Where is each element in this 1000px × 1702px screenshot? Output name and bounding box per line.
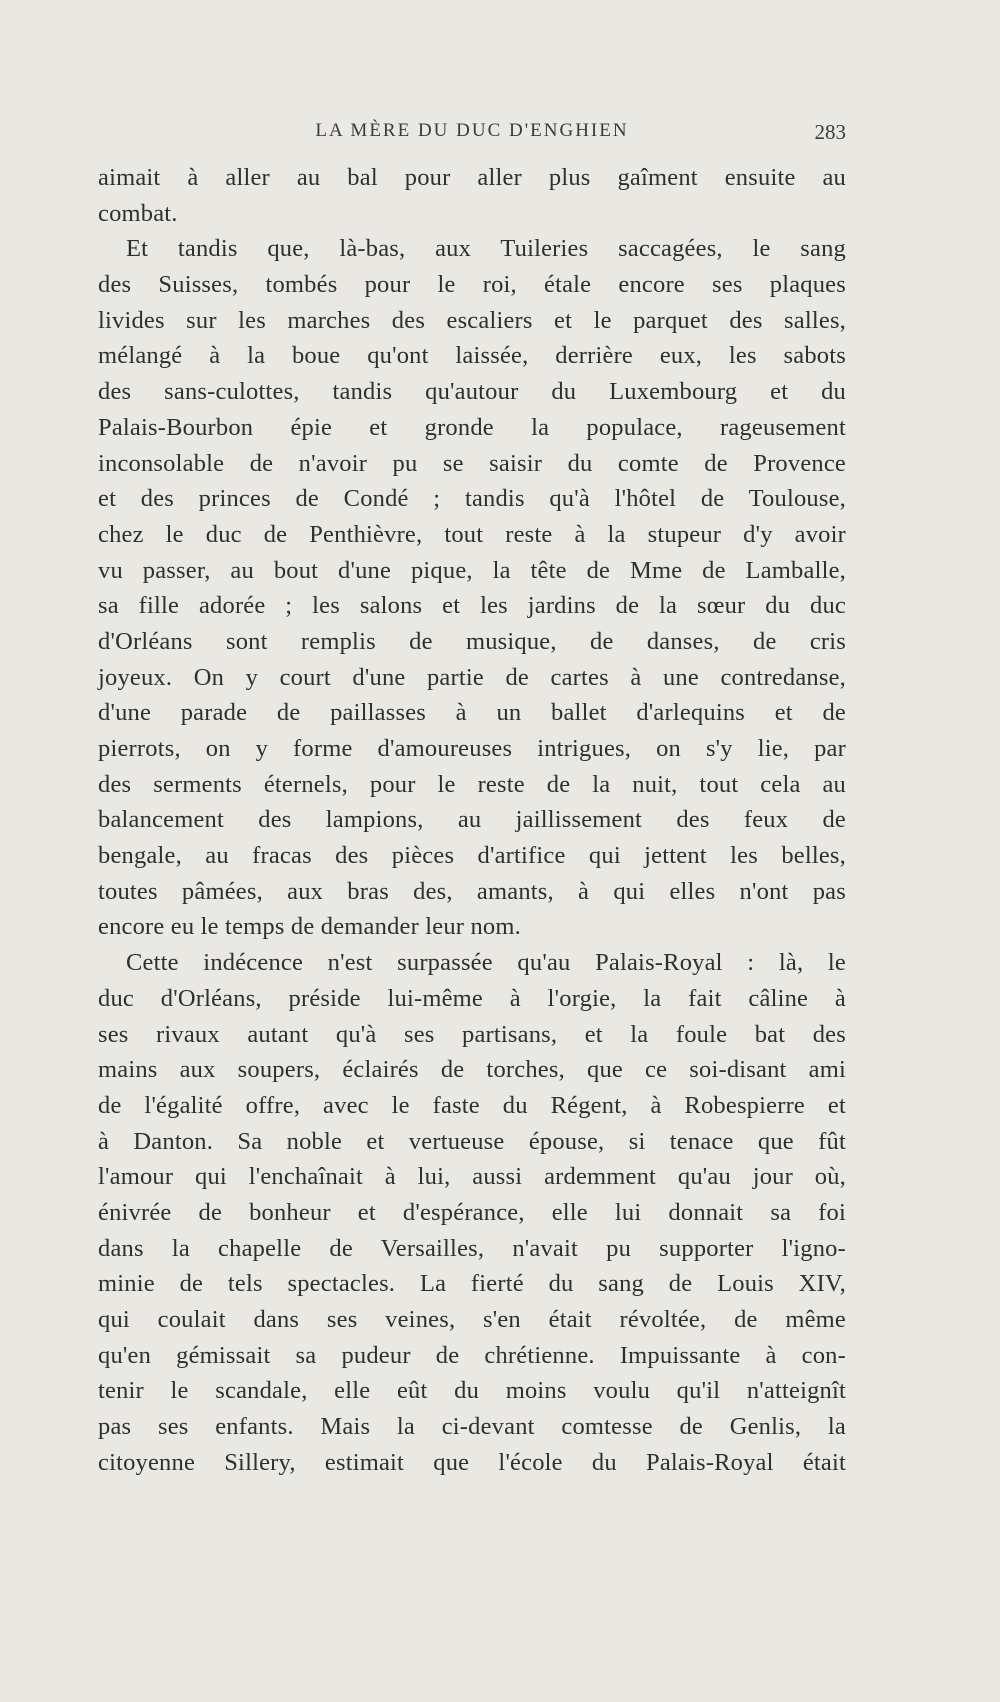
text-line: tenir le scandale, elle eût du moins voulu qu'il n'atteignît (98, 1377, 846, 1405)
text-line: des serments éternels, pour le reste de la nuit, tout cela au (98, 770, 846, 798)
text-line: dans la chapelle de Versailles, n'avait pu supporter l'igno- (98, 1234, 846, 1262)
text-line: d'Orléans sont remplis de musique, de danses, de cris (98, 627, 846, 655)
text-line: bengale, au fracas des pièces d'artifice qui jettent les belles, (98, 842, 846, 870)
text-line: combat. (98, 199, 178, 227)
text-line: pas ses enfants. Mais la ci-devant comtesse de Genlis, la (98, 1413, 846, 1441)
text-line: mains aux soupers, éclairés de torches, que ce soi-disant ami (98, 1056, 846, 1084)
body-text (98, 160, 846, 1480)
text-line: minie de tels spectacles. La fierté du sang de Louis XIV, (98, 1270, 846, 1298)
text-line: des Suisses, tombés pour le roi, étale encore ses plaques (98, 271, 846, 299)
text-line: citoyenne Sillery, estimait que l'école du Palais-Royal était (98, 1448, 846, 1476)
text-line: et des princes de Condé ; tandis qu'à l'hôtel de Toulouse, (98, 485, 846, 513)
text-line: inconsolable de n'avoir pu se saisir du comte de Provence (98, 449, 846, 477)
page-number: 283 (814, 120, 846, 144)
text-line: Et tandis que, là-bas, aux Tuileries saccagées, le sang (126, 235, 846, 263)
text-line: l'amour qui l'enchaînait à lui, aussi ardemment qu'au jour où, (98, 1163, 846, 1191)
text-line: chez le duc de Penthièvre, tout reste à la stupeur d'y avoir (98, 520, 846, 548)
text-line: sa fille adorée ; les salons et les jardins de la sœur du duc (98, 592, 846, 620)
text-line: qui coulait dans ses veines, s'en était révoltée, de même (98, 1306, 846, 1333)
running-title: LA MÈRE DU DUC D'ENGHIEN (315, 120, 629, 141)
running-head (98, 120, 846, 150)
text-line: pierrots, on y forme d'amoureuses intrigues, on s'y lie, par (98, 735, 846, 762)
text-line: énivrée de bonheur et d'espérance, elle lui donnait sa foi (98, 1198, 846, 1226)
text-line: balancement des lampions, au jaillissement des feux de (98, 806, 846, 834)
text-line: livides sur les marches des escaliers et le parquet des salles, (98, 306, 846, 334)
text-line: vu passer, au bout d'une pique, la tête de Mme de Lamballe, (98, 556, 846, 584)
text-line: encore eu le temps de demander leur nom. (98, 913, 521, 941)
text-line: Cette indécence n'est surpassée qu'au Palais-Royal : là, le (126, 949, 846, 977)
text-line: d'une parade de paillasses à un ballet d'arlequins et de (98, 699, 846, 727)
text-line: de l'égalité offre, avec le faste du Régent, à Robespierre et (98, 1091, 846, 1119)
text-line: ses rivaux autant qu'à ses partisans, et la foule bat des (98, 1020, 846, 1048)
text-line: Palais-Bourbon épie et gronde la populace, rageusement (98, 413, 846, 441)
text-line: mélangé à la boue qu'ont laissée, derrière eux, les sabots (98, 342, 846, 370)
text-line: qu'en gémissait sa pudeur de chrétienne. Impuissante à con- (98, 1341, 846, 1369)
text-line: aimait à aller au bal pour aller plus gaîment ensuite au (98, 164, 846, 191)
text-line: duc d'Orléans, préside lui-même à l'orgie, la fait câline à (98, 984, 846, 1012)
text-line: joyeux. On y court d'une partie de cartes à une contredanse, (98, 663, 846, 691)
text-line: des sans-culottes, tandis qu'autour du Luxembourg et du (98, 378, 846, 406)
text-line: à Danton. Sa noble et vertueuse épouse, si tenace que fût (98, 1127, 846, 1155)
text-line: toutes pâmées, aux bras des, amants, à qui elles n'ont pas (98, 877, 846, 905)
